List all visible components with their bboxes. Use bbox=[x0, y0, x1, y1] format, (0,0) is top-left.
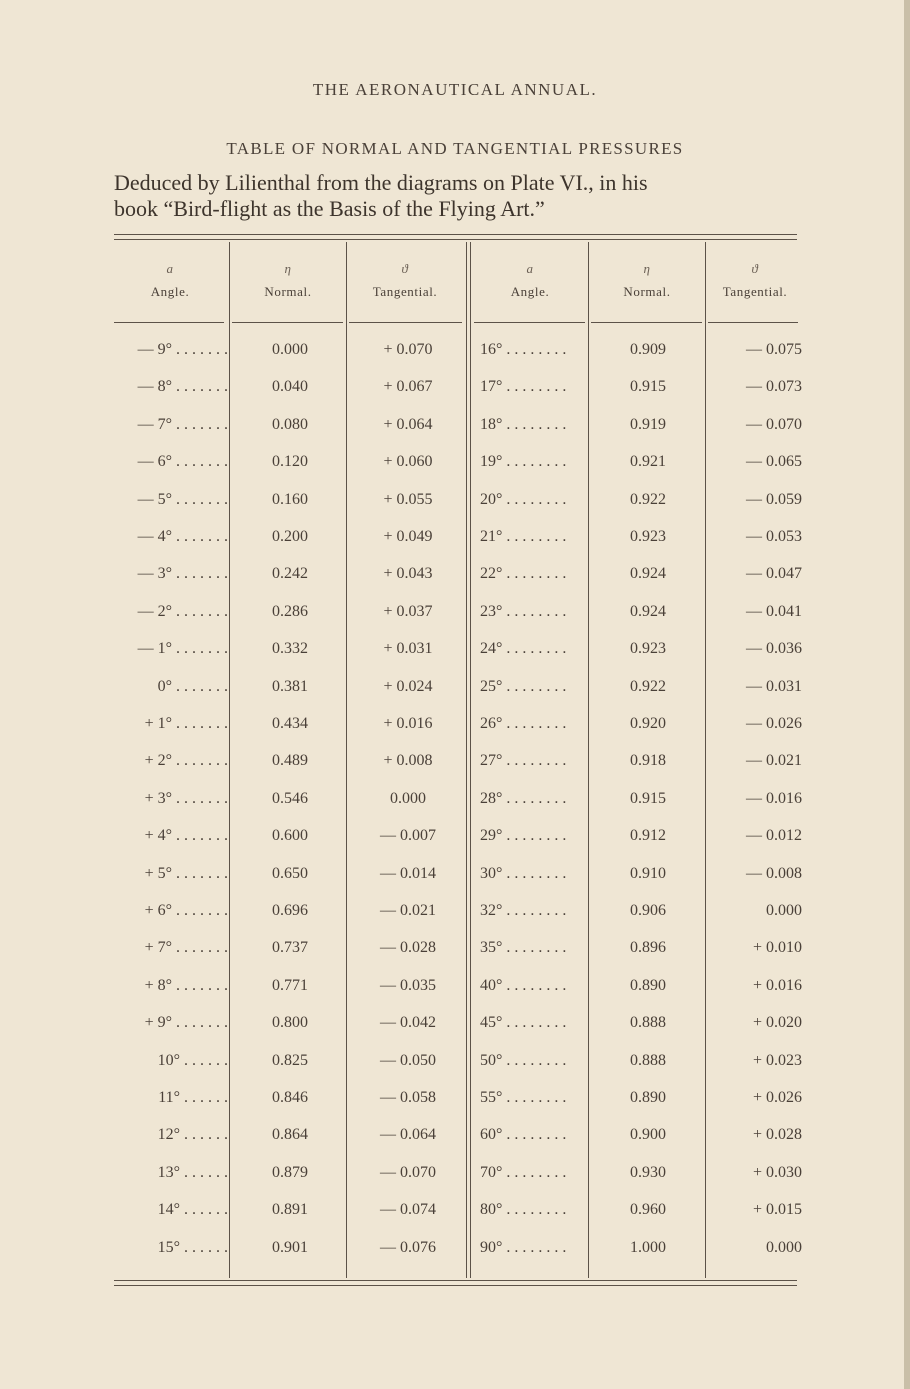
header-symbol: a bbox=[526, 261, 534, 276]
angle-cell: 90° . . . . . . . . bbox=[480, 1238, 567, 1256]
normal-cell: 0.900 bbox=[630, 1126, 666, 1144]
angle-cell: + 8° . . . . . . . bbox=[144, 976, 228, 994]
angle-cell: + 4° . . . . . . . bbox=[144, 827, 228, 845]
normal-cell: 0.910 bbox=[630, 864, 666, 882]
angle-cell: 28° . . . . . . . . bbox=[480, 789, 567, 807]
normal-cell: 0.960 bbox=[630, 1201, 666, 1219]
normal-cell: 0.890 bbox=[630, 1089, 666, 1106]
angle-cell: 14° . . . . . . bbox=[157, 1201, 228, 1219]
tangential-cell: + 0.015 bbox=[752, 1201, 802, 1219]
angle-cell: 60° . . . . . . . . bbox=[480, 1126, 567, 1144]
tangential-cell: + 0.031 bbox=[383, 640, 433, 658]
bottom-rule-2 bbox=[114, 1285, 797, 1286]
tangential-cell: — 0.008 bbox=[746, 864, 802, 882]
angle-cell: 32° . . . . . . . . bbox=[480, 902, 567, 919]
header-rule bbox=[474, 322, 585, 323]
tangential-cell: + 0.016 bbox=[383, 715, 433, 732]
header-symbol: a bbox=[166, 261, 174, 276]
normal-cell: 0.332 bbox=[272, 640, 308, 658]
normal-cell: 0.896 bbox=[630, 939, 666, 957]
angle-cell: 25° . . . . . . . . bbox=[480, 677, 567, 695]
header-symbol: ϑ bbox=[751, 261, 759, 276]
normal-cell: 0.040 bbox=[272, 378, 308, 396]
angle-cell: 80° . . . . . . . . bbox=[480, 1201, 567, 1219]
tangential-cell: — 0.007 bbox=[380, 827, 436, 845]
normal-cell: 0.921 bbox=[630, 453, 666, 471]
tangential-cell: — 0.047 bbox=[746, 565, 802, 583]
angle-cell: — 2° . . . . . . . bbox=[137, 602, 228, 620]
normal-cell: 0.546 bbox=[272, 789, 308, 807]
tangential-cell: + 0.028 bbox=[752, 1126, 802, 1144]
normal-cell: 0.737 bbox=[272, 939, 308, 957]
angle-cell: 16° . . . . . . . . bbox=[480, 341, 567, 358]
angle-cell: 26° . . . . . . . . bbox=[480, 715, 567, 732]
tangential-cell: — 0.064 bbox=[380, 1126, 436, 1144]
tangential-cell: + 0.020 bbox=[752, 1014, 802, 1032]
tangential-cell: — 0.058 bbox=[380, 1089, 436, 1106]
normal-cell: 0.800 bbox=[272, 1014, 308, 1032]
table-row bbox=[0, 341, 910, 378]
tangential-cell: + 0.026 bbox=[752, 1089, 802, 1106]
tangential-cell: — 0.035 bbox=[380, 976, 436, 994]
table-row bbox=[0, 1052, 910, 1089]
angle-cell: — 4° . . . . . . . bbox=[137, 528, 228, 545]
normal-cell: 0.200 bbox=[272, 528, 308, 545]
table-row bbox=[0, 1164, 910, 1201]
table-row bbox=[0, 1126, 910, 1163]
normal-cell: 0.891 bbox=[272, 1201, 308, 1219]
tangential-cell: + 0.043 bbox=[383, 565, 433, 583]
tangential-cell: 0.000 bbox=[766, 902, 802, 919]
table-row bbox=[0, 790, 910, 827]
angle-cell: 35° . . . . . . . . bbox=[480, 939, 567, 957]
normal-cell: 0.924 bbox=[630, 602, 666, 620]
tangential-cell: + 0.060 bbox=[383, 453, 433, 471]
normal-cell: 0.912 bbox=[630, 827, 666, 845]
tangential-cell: — 0.070 bbox=[746, 415, 802, 433]
header-label: Tangential. bbox=[722, 284, 788, 299]
normal-cell: 0.906 bbox=[630, 902, 666, 919]
tangential-cell: + 0.070 bbox=[383, 341, 433, 358]
normal-cell: 0.909 bbox=[630, 341, 666, 358]
table-row bbox=[0, 827, 910, 864]
header-angle-left bbox=[114, 262, 226, 300]
angle-cell: — 3° . . . . . . . bbox=[137, 565, 228, 583]
normal-cell: 0.080 bbox=[272, 415, 308, 433]
header-rule bbox=[232, 322, 343, 323]
tangential-cell: + 0.024 bbox=[383, 677, 433, 695]
angle-cell: 22° . . . . . . . . bbox=[480, 565, 567, 583]
tangential-cell: — 0.021 bbox=[380, 902, 436, 919]
angle-cell: + 9° . . . . . . . bbox=[144, 1014, 228, 1032]
table-row bbox=[0, 1089, 910, 1126]
tangential-cell: + 0.010 bbox=[752, 939, 802, 957]
tangential-cell: — 0.028 bbox=[380, 939, 436, 957]
table-row bbox=[0, 640, 910, 677]
angle-cell: — 7° . . . . . . . bbox=[137, 415, 228, 433]
angle-cell: 40° . . . . . . . . bbox=[480, 976, 567, 994]
table-row bbox=[0, 678, 910, 715]
header-rule bbox=[114, 322, 224, 323]
tangential-cell: + 0.030 bbox=[752, 1163, 802, 1181]
header-normal-left bbox=[232, 262, 344, 300]
tangential-cell: + 0.023 bbox=[752, 1051, 802, 1069]
angle-cell: + 3° . . . . . . . bbox=[144, 789, 228, 807]
tangential-cell: — 0.053 bbox=[746, 528, 802, 545]
angle-cell: 50° . . . . . . . . bbox=[480, 1051, 567, 1069]
table-row bbox=[0, 1201, 910, 1238]
tangential-cell: + 0.055 bbox=[383, 490, 433, 508]
tangential-cell: — 0.073 bbox=[746, 378, 802, 396]
angle-cell: 12° . . . . . . bbox=[157, 1126, 228, 1144]
normal-cell: 0.434 bbox=[272, 715, 308, 732]
header-symbol: η bbox=[643, 261, 651, 276]
normal-cell: 0.600 bbox=[272, 827, 308, 845]
angle-cell: + 2° . . . . . . . bbox=[144, 752, 228, 770]
tangential-cell: 0.000 bbox=[390, 789, 426, 807]
tangential-cell: — 0.075 bbox=[746, 341, 802, 358]
tangential-cell: — 0.050 bbox=[380, 1051, 436, 1069]
subtitle-line-2: book “Bird-flight as the Basis of the Flying Art.” bbox=[114, 196, 545, 221]
normal-cell: 0.915 bbox=[630, 378, 666, 396]
tangential-cell: — 0.065 bbox=[746, 453, 802, 471]
normal-cell: 0.922 bbox=[630, 677, 666, 695]
header-rule bbox=[349, 322, 462, 323]
table-subtitle bbox=[114, 170, 814, 222]
table-row bbox=[0, 491, 910, 528]
top-rule-1 bbox=[114, 234, 797, 235]
normal-cell: 0.922 bbox=[630, 490, 666, 508]
tangential-cell: + 0.016 bbox=[752, 976, 802, 994]
normal-cell: 0.771 bbox=[272, 976, 308, 994]
angle-cell: 27° . . . . . . . . bbox=[480, 752, 567, 770]
bottom-rule-1 bbox=[114, 1280, 797, 1281]
tangential-cell: + 0.049 bbox=[383, 528, 433, 545]
angle-cell: 15° . . . . . . bbox=[157, 1238, 228, 1256]
tangential-cell: — 0.076 bbox=[380, 1238, 436, 1256]
tangential-cell: — 0.036 bbox=[746, 640, 802, 658]
tangential-cell: — 0.021 bbox=[746, 752, 802, 770]
normal-cell: 0.242 bbox=[272, 565, 308, 583]
top-rule-2 bbox=[114, 239, 797, 240]
tangential-cell: — 0.042 bbox=[380, 1014, 436, 1032]
angle-cell: 21° . . . . . . . . bbox=[480, 528, 567, 545]
tangential-cell: — 0.059 bbox=[746, 490, 802, 508]
tangential-cell: — 0.031 bbox=[746, 677, 802, 695]
table-title: TABLE OF NORMAL AND TANGENTIAL PRESSURES bbox=[226, 139, 684, 158]
normal-cell: 0.864 bbox=[272, 1126, 308, 1144]
subtitle-line-1: Deduced by Lilienthal from the diagrams on Plate VI., in his bbox=[114, 170, 648, 195]
table-row bbox=[0, 1014, 910, 1051]
normal-cell: 0.919 bbox=[630, 415, 666, 433]
header-rule bbox=[708, 322, 798, 323]
tangential-cell: — 0.016 bbox=[746, 789, 802, 807]
angle-cell: — 5° . . . . . . . bbox=[137, 490, 228, 508]
angle-cell: — 1° . . . . . . . bbox=[137, 640, 228, 658]
angle-cell: 45° . . . . . . . . bbox=[480, 1014, 567, 1032]
normal-cell: 0.918 bbox=[630, 752, 666, 770]
table-row bbox=[0, 453, 910, 490]
table-row bbox=[0, 565, 910, 602]
tangential-cell: + 0.067 bbox=[383, 378, 433, 396]
angle-cell: 23° . . . . . . . . bbox=[480, 602, 567, 620]
angle-cell: — 9° . . . . . . . bbox=[137, 341, 228, 358]
normal-cell: 0.888 bbox=[630, 1014, 666, 1032]
normal-cell: 0.650 bbox=[272, 864, 308, 882]
header-label: Normal. bbox=[623, 284, 671, 299]
angle-cell: 30° . . . . . . . . bbox=[480, 864, 567, 882]
tangential-cell: — 0.070 bbox=[380, 1163, 436, 1181]
angle-cell: + 1° . . . . . . . bbox=[144, 715, 228, 732]
angle-cell: + 5° . . . . . . . bbox=[144, 864, 228, 882]
angle-cell: — 8° . . . . . . . bbox=[137, 378, 228, 396]
normal-cell: 0.160 bbox=[272, 490, 308, 508]
normal-cell: 0.915 bbox=[630, 789, 666, 807]
table-row bbox=[0, 977, 910, 1014]
tangential-cell: — 0.074 bbox=[380, 1201, 436, 1219]
table-row bbox=[0, 752, 910, 789]
header-normal-right bbox=[591, 262, 703, 300]
normal-cell: 0.924 bbox=[630, 565, 666, 583]
table-row bbox=[0, 939, 910, 976]
tangential-cell: 0.000 bbox=[766, 1238, 802, 1256]
normal-cell: 0.888 bbox=[630, 1051, 666, 1069]
normal-cell: 0.286 bbox=[272, 602, 308, 620]
normal-cell: 0.920 bbox=[630, 715, 666, 732]
running-head: THE AERONAUTICAL ANNUAL. bbox=[312, 80, 598, 99]
tangential-cell: + 0.064 bbox=[383, 415, 433, 433]
angle-cell: 18° . . . . . . . . bbox=[480, 415, 567, 433]
normal-cell: 0.846 bbox=[272, 1089, 308, 1106]
angle-cell: 20° . . . . . . . . bbox=[480, 490, 567, 508]
angle-cell: 0° . . . . . . . bbox=[157, 677, 228, 695]
table-row bbox=[0, 1239, 910, 1276]
normal-cell: 0.923 bbox=[630, 640, 666, 658]
angle-cell: 13° . . . . . . bbox=[157, 1163, 228, 1181]
tangential-cell: — 0.012 bbox=[746, 827, 802, 845]
normal-cell: 0.923 bbox=[630, 528, 666, 545]
normal-cell: 0.825 bbox=[272, 1051, 308, 1069]
normal-cell: 1.000 bbox=[630, 1238, 666, 1256]
angle-cell: + 7° . . . . . . . bbox=[144, 939, 228, 957]
normal-cell: 0.930 bbox=[630, 1163, 666, 1181]
angle-cell: + 6° . . . . . . . bbox=[144, 902, 228, 919]
normal-cell: 0.381 bbox=[272, 677, 308, 695]
tangential-cell: — 0.041 bbox=[746, 602, 802, 620]
angle-cell: 17° . . . . . . . . bbox=[480, 378, 567, 396]
table-row bbox=[0, 378, 910, 415]
tangential-cell: — 0.026 bbox=[746, 715, 802, 732]
table-row bbox=[0, 902, 910, 939]
angle-cell: 29° . . . . . . . . bbox=[480, 827, 567, 845]
header-symbol: η bbox=[284, 261, 292, 276]
tangential-cell: — 0.014 bbox=[380, 864, 436, 882]
angle-cell: 10° . . . . . . bbox=[157, 1051, 228, 1069]
angle-cell: 11° . . . . . . bbox=[158, 1089, 228, 1106]
header-tangential-left bbox=[349, 262, 461, 300]
angle-cell: — 6° . . . . . . . bbox=[137, 453, 228, 471]
normal-cell: 0.000 bbox=[272, 341, 308, 358]
normal-cell: 0.696 bbox=[272, 902, 308, 919]
normal-cell: 0.120 bbox=[272, 453, 308, 471]
tangential-cell: + 0.008 bbox=[383, 752, 433, 770]
tangential-cell: + 0.037 bbox=[383, 602, 433, 620]
table-row bbox=[0, 865, 910, 902]
header-label: Normal. bbox=[264, 284, 312, 299]
header-angle-right bbox=[474, 262, 586, 300]
angle-cell: 24° . . . . . . . . bbox=[480, 640, 567, 658]
header-label: Tangential. bbox=[372, 284, 438, 299]
table-row bbox=[0, 603, 910, 640]
table-row bbox=[0, 715, 910, 752]
table-row bbox=[0, 416, 910, 453]
header-tangential-right bbox=[708, 262, 802, 300]
normal-cell: 0.879 bbox=[272, 1163, 308, 1181]
header-symbol: ϑ bbox=[401, 261, 409, 276]
header-label: Angle. bbox=[150, 284, 190, 299]
angle-cell: 70° . . . . . . . . bbox=[480, 1163, 567, 1181]
normal-cell: 0.489 bbox=[272, 752, 308, 770]
angle-cell: 55° . . . . . . . . bbox=[480, 1089, 567, 1106]
normal-cell: 0.890 bbox=[630, 976, 666, 994]
header-label: Angle. bbox=[510, 284, 550, 299]
table-row bbox=[0, 528, 910, 565]
normal-cell: 0.901 bbox=[272, 1238, 308, 1256]
angle-cell: 19° . . . . . . . . bbox=[480, 453, 567, 471]
header-rule bbox=[591, 322, 702, 323]
